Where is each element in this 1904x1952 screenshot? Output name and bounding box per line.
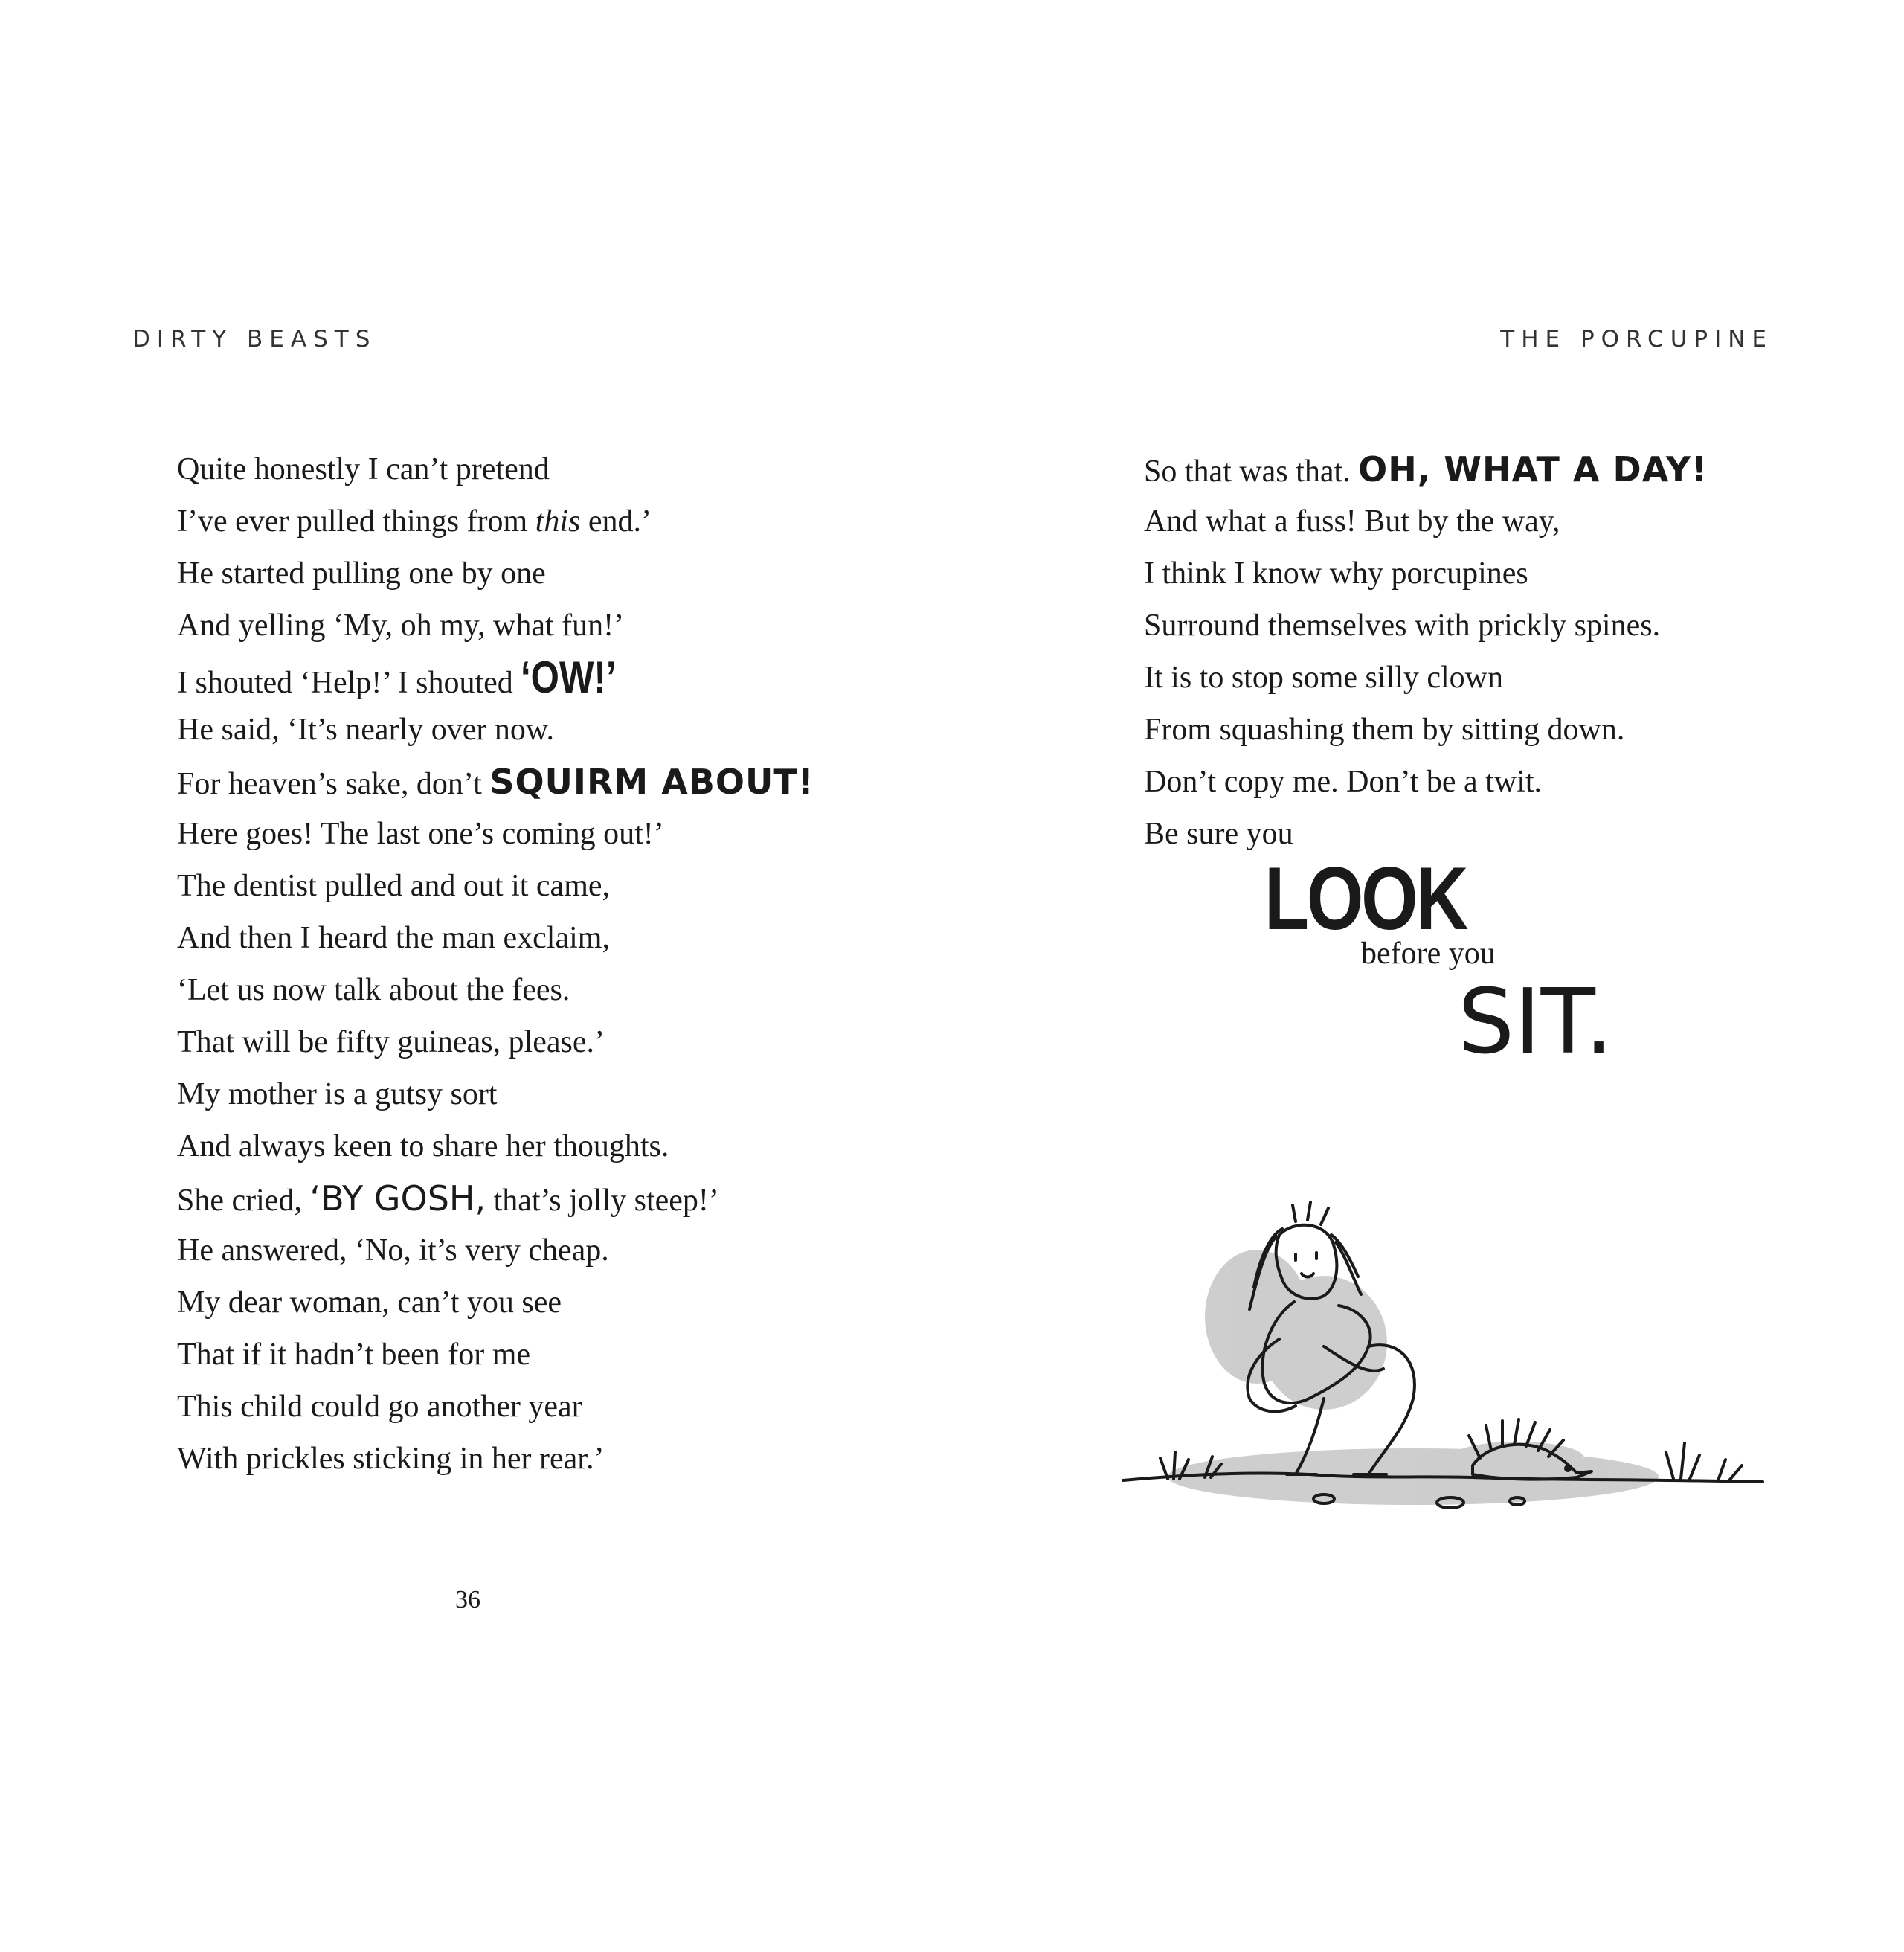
line-text: I think I know why porcupines (1144, 556, 1528, 591)
poem-left-page (177, 443, 814, 1485)
shout-ow: ‘OW!’ (521, 652, 617, 702)
line-text: end.’ (580, 504, 652, 539)
poem-line (1144, 495, 1708, 548)
line-text: My dear woman, can’t you see (177, 1285, 562, 1320)
line-text: Be sure you (1144, 817, 1293, 851)
line-text: that’s jolly steep!’ (486, 1184, 719, 1218)
poem-line (177, 1224, 814, 1277)
before-you-text: before you (1361, 937, 1496, 971)
poem-line (1144, 443, 1708, 495)
shout-by-gosh: ‘BY GOSH, (309, 1178, 486, 1219)
poem-line (177, 1016, 814, 1068)
poem-line (177, 1329, 814, 1381)
poem-line (1144, 600, 1708, 652)
line-text: Quite honestly I can’t pretend (177, 452, 550, 487)
line-text: And yelling ‘My, oh my, what fun!’ (177, 609, 625, 643)
line-text: I shouted ‘Help!’ I shouted (177, 666, 521, 700)
line-text: With prickles sticking in her rear.’ (177, 1442, 605, 1476)
poem-line (177, 1381, 814, 1433)
poem-line (1144, 704, 1708, 756)
line-text: He said, ‘It’s nearly over now. (177, 713, 554, 747)
line-text: He answered, ‘No, it’s very cheap. (177, 1233, 609, 1268)
poem-line (177, 1433, 814, 1485)
line-text: She cried, (177, 1184, 310, 1218)
line-text: And what a fuss! But by the way, (1144, 504, 1560, 539)
shout-squirm-about: SQUIRM ABOUT! (489, 762, 814, 802)
poem-line (177, 600, 814, 652)
line-text: It is to stop some silly clown (1144, 661, 1503, 695)
line-text: That if it hadn’t been for me (177, 1338, 531, 1372)
poem-line (177, 756, 814, 808)
poem-line (177, 1172, 814, 1224)
line-text: He started pulling one by one (177, 556, 546, 591)
line-text: For heaven’s sake, don’t (177, 767, 490, 801)
italic-word: this (535, 504, 581, 539)
page-number: 36 (455, 1586, 480, 1614)
poem-line (1144, 756, 1708, 808)
girl-mouth (1302, 1274, 1313, 1277)
line-text: And then I heard the man exclaim, (177, 921, 610, 955)
poem-line (177, 548, 814, 600)
poem-line (177, 704, 814, 756)
line-text: Don’t copy me. Don’t be a twit. (1144, 765, 1543, 799)
line-text: That will be fifty guineas, please.’ (177, 1025, 605, 1059)
line-text: Here goes! The last one’s coming out!’ (177, 817, 664, 851)
sit-display-word: SIT. (1458, 971, 1613, 1074)
poem-line (177, 912, 814, 964)
line-text: Surround themselves with prickly spines. (1144, 609, 1661, 643)
girl-eyes (1296, 1253, 1316, 1260)
line-text: And always keen to share her thoughts. (177, 1129, 669, 1163)
poem-line (177, 1068, 814, 1120)
line-text: The dentist pulled and out it came, (177, 869, 611, 903)
line-text: So that was that. (1144, 455, 1359, 489)
line-text: From squashing them by sitting down. (1144, 713, 1625, 747)
poem-line (177, 808, 814, 860)
poem-line (177, 860, 814, 912)
poem-right-page (1144, 443, 1708, 860)
poem-line (177, 1277, 814, 1329)
shout-oh-what-a-day: OH, WHAT A DAY! (1358, 449, 1708, 489)
running-head-right: THE PORCUPINE (1500, 326, 1773, 353)
line-text: This child could go another year (177, 1390, 582, 1424)
poem-line (177, 652, 814, 704)
poem-line (1144, 652, 1708, 704)
look-display-word: LOOK (1264, 849, 1467, 948)
poem-line (177, 495, 814, 548)
running-head-left: DIRTY BEASTS (132, 326, 377, 353)
poem-line (1144, 548, 1708, 600)
porcupine-eye (1566, 1466, 1570, 1471)
girl-and-porcupine-illustration (1101, 1183, 1785, 1555)
poem-line (177, 964, 814, 1016)
grass-tuft (1666, 1443, 1742, 1480)
line-text: My mother is a gutsy sort (177, 1077, 498, 1111)
poem-line (177, 1120, 814, 1172)
poem-line (177, 443, 814, 495)
line-text: ‘Let us now talk about the fees. (177, 973, 570, 1007)
line-text: I’ve ever pulled things from (177, 504, 536, 539)
